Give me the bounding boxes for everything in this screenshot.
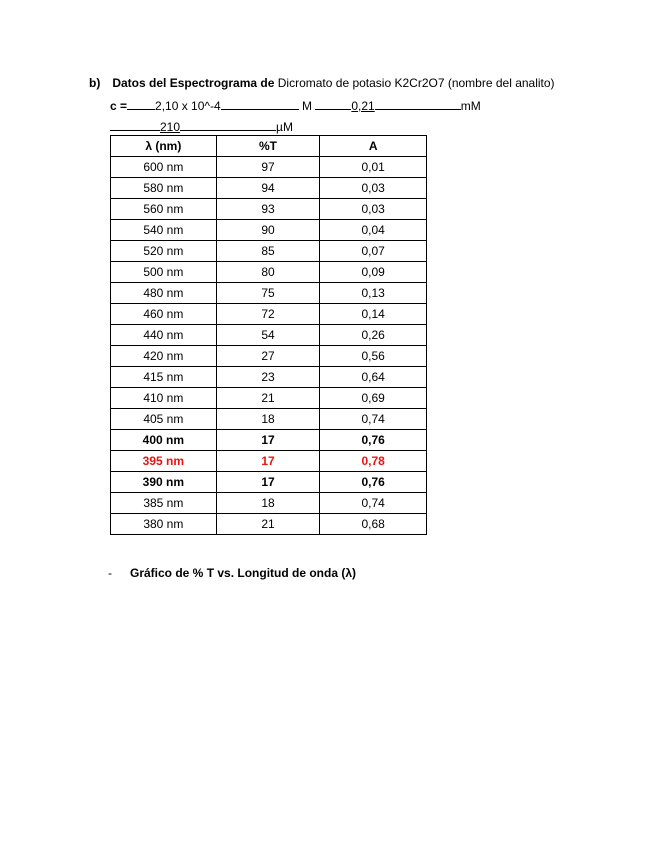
cell-wavelength: 390 nm xyxy=(111,472,217,493)
table-row xyxy=(111,262,427,283)
table-row xyxy=(111,304,427,325)
spectrum-table xyxy=(110,135,427,535)
cell-transmittance: 80 xyxy=(216,262,320,283)
cell-wavelength: 560 nm xyxy=(111,199,217,220)
cell-absorbance: 0,56 xyxy=(320,346,427,367)
cell-wavelength: 400 nm xyxy=(111,430,217,451)
cell-absorbance: 0,74 xyxy=(320,409,427,430)
cell-transmittance: 17 xyxy=(216,430,320,451)
cell-transmittance: 18 xyxy=(216,409,320,430)
cell-absorbance: 0,69 xyxy=(320,388,427,409)
cell-wavelength: 395 nm xyxy=(111,451,217,472)
table-row xyxy=(111,325,427,346)
concentration-label: c = xyxy=(110,99,128,113)
cell-transmittance: 21 xyxy=(216,388,320,409)
concentration-line xyxy=(110,98,481,113)
graph-caption xyxy=(108,566,356,580)
cell-transmittance: 85 xyxy=(216,241,320,262)
cell-wavelength: 380 nm xyxy=(111,514,217,535)
cell-absorbance: 0,13 xyxy=(320,283,427,304)
cell-transmittance: 18 xyxy=(216,493,320,514)
cell-wavelength: 540 nm xyxy=(111,220,217,241)
table-row xyxy=(111,220,427,241)
table-row xyxy=(111,451,427,472)
cell-wavelength: 460 nm xyxy=(111,304,217,325)
micromolar-line xyxy=(110,119,293,134)
cell-wavelength: 480 nm xyxy=(111,283,217,304)
cell-absorbance: 0,07 xyxy=(320,241,427,262)
section-marker: b) xyxy=(89,76,101,90)
molar-value: 2,10 x 10^-4 xyxy=(155,99,221,113)
cell-wavelength: 580 nm xyxy=(111,178,217,199)
cell-absorbance: 0,74 xyxy=(320,493,427,514)
cell-wavelength: 415 nm xyxy=(111,367,217,388)
cell-absorbance: 0,68 xyxy=(320,514,427,535)
table-row xyxy=(111,493,427,514)
cell-transmittance: 72 xyxy=(216,304,320,325)
mm-value: 0,21 xyxy=(351,99,375,113)
cell-wavelength: 405 nm xyxy=(111,409,217,430)
graph-title: Gráfico de % T vs. Longitud de onda (λ) xyxy=(130,566,357,580)
cell-wavelength: 600 nm xyxy=(111,157,217,178)
table-row xyxy=(111,367,427,388)
cell-transmittance: 17 xyxy=(216,472,320,493)
table-header-row xyxy=(111,136,427,157)
table-row xyxy=(111,430,427,451)
cell-transmittance: 23 xyxy=(216,367,320,388)
um-value: 210 xyxy=(160,120,181,134)
section-title: Datos del Espectrograma de xyxy=(112,76,275,90)
blank-line xyxy=(221,98,299,110)
cell-absorbance: 0,01 xyxy=(320,157,427,178)
cell-absorbance: 0,64 xyxy=(320,367,427,388)
table-row xyxy=(111,199,427,220)
cell-absorbance: 0,76 xyxy=(320,472,427,493)
cell-transmittance: 27 xyxy=(216,346,320,367)
table-row xyxy=(111,283,427,304)
cell-transmittance: 90 xyxy=(216,220,320,241)
cell-absorbance: 0,09 xyxy=(320,262,427,283)
cell-wavelength: 500 nm xyxy=(111,262,217,283)
table-row xyxy=(111,157,427,178)
table-row xyxy=(111,409,427,430)
cell-absorbance: 0,03 xyxy=(320,178,427,199)
blank-line xyxy=(127,98,155,110)
molar-unit: M xyxy=(302,99,313,113)
analyte-text: Dicromato de potasio K2Cr2O7 (nombre del analito) xyxy=(277,76,555,90)
header-wavelength: λ (nm) xyxy=(111,136,217,157)
table-row xyxy=(111,388,427,409)
mm-unit: mM xyxy=(460,99,481,113)
table-row xyxy=(111,241,427,262)
table-row xyxy=(111,346,427,367)
cell-transmittance: 75 xyxy=(216,283,320,304)
cell-transmittance: 97 xyxy=(216,157,320,178)
table-row xyxy=(111,472,427,493)
cell-absorbance: 0,03 xyxy=(320,199,427,220)
table-row xyxy=(111,178,427,199)
cell-absorbance: 0,04 xyxy=(320,220,427,241)
cell-transmittance: 21 xyxy=(216,514,320,535)
section-header xyxy=(89,76,555,90)
header-absorbance: A xyxy=(320,136,427,157)
um-unit: µM xyxy=(276,120,293,134)
blank-line xyxy=(110,119,160,131)
table-row xyxy=(111,514,427,535)
cell-wavelength: 520 nm xyxy=(111,241,217,262)
blank-line xyxy=(180,119,276,131)
cell-transmittance: 93 xyxy=(216,199,320,220)
cell-transmittance: 17 xyxy=(216,451,320,472)
bullet-dash: - xyxy=(108,566,112,580)
cell-wavelength: 440 nm xyxy=(111,325,217,346)
cell-absorbance: 0,78 xyxy=(320,451,427,472)
cell-transmittance: 94 xyxy=(216,178,320,199)
cell-wavelength: 420 nm xyxy=(111,346,217,367)
cell-wavelength: 410 nm xyxy=(111,388,217,409)
cell-transmittance: 54 xyxy=(216,325,320,346)
blank-line xyxy=(375,98,461,110)
blank-line xyxy=(315,98,351,110)
cell-wavelength: 385 nm xyxy=(111,493,217,514)
header-transmittance: %T xyxy=(216,136,320,157)
cell-absorbance: 0,76 xyxy=(320,430,427,451)
cell-absorbance: 0,26 xyxy=(320,325,427,346)
cell-absorbance: 0,14 xyxy=(320,304,427,325)
